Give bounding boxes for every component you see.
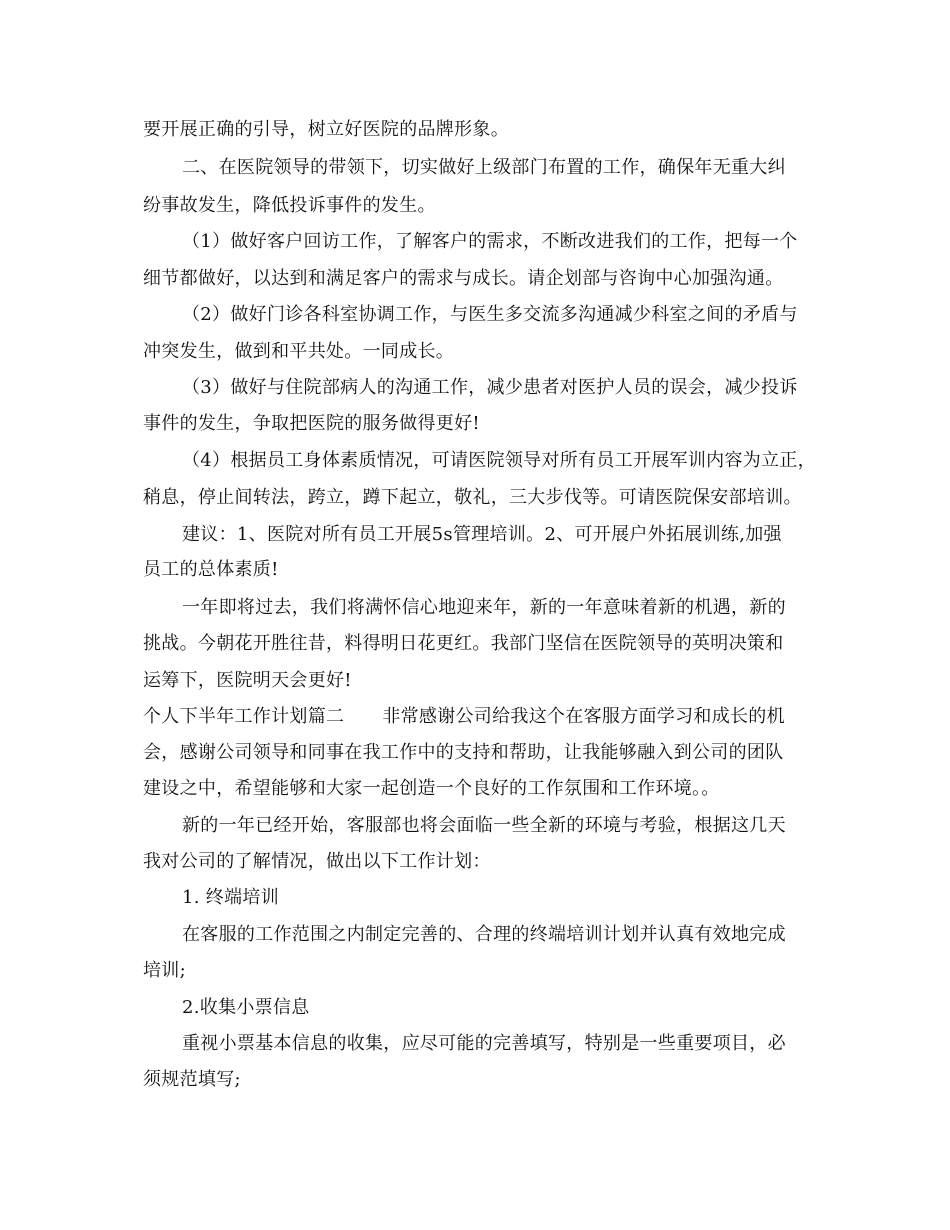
text-line: 纷事故发生，降低投诉事件的发生。 bbox=[143, 195, 436, 216]
text-line: 员工的总体素质! bbox=[143, 559, 279, 580]
text-line: 培训; bbox=[143, 960, 186, 981]
text-line: 一年即将过去，我们将满怀信心地迎来年，新的一年意味着新的机遇，新的 bbox=[182, 597, 786, 618]
text-line: 重视小票基本信息的收集，应尽可能的完善填写，特别是一些重要项目，必 bbox=[182, 1033, 786, 1054]
text-line: 会，感谢公司领导和同事在我工作中的支持和帮助，让我能够融入到公司的团队 bbox=[143, 742, 784, 763]
text-line: （4）根据员工身体素质情况，可请医院领导对所有员工开展军训内容为立正， bbox=[182, 450, 816, 471]
text-line: 细节都做好，以达到和满足客户的需求与成长。请企划部与咨询中心加强沟通。 bbox=[143, 268, 784, 289]
section-intro-text: 非常感谢公司给我这个在客服方面学习和成长的机 bbox=[382, 706, 785, 727]
text-line: 要开展正确的引导，树立好医院的品牌形象。 bbox=[143, 119, 509, 140]
text-line: （2）做好门诊各科室协调工作，与医生多交流多沟通减少科室之间的矛盾与 bbox=[182, 304, 798, 325]
text-line: （3）做好与住院部病人的沟通工作，减少患者对医护人员的误会，减少投诉 bbox=[182, 377, 798, 398]
text-line: 挑战。今朝花开胜往昔，料得明日花更红。我部门坚信在医院领导的英明决策和 bbox=[143, 633, 784, 654]
text-line: 建设之中，希望能够和大家一起创造一个良好的工作氛围和工作环境。。 bbox=[143, 778, 720, 799]
text-line: （1）做好客户回访工作，了解客户的需求，不断改进我们的工作，把每一个 bbox=[182, 231, 798, 252]
list-heading: 1. 终端培训 bbox=[182, 887, 279, 908]
text-line: 稍息，停止间转法，跨立，蹲下起立，敬礼，三大步伐等。可请医院保安部培训。 bbox=[143, 487, 802, 508]
text-line: 我对公司的了解情况，做出以下工作计划： bbox=[143, 851, 491, 872]
section-heading-line bbox=[143, 705, 785, 729]
section-title: 个人下半年工作计划篇二 bbox=[143, 706, 345, 727]
list-heading: 2.收集小票信息 bbox=[182, 997, 310, 1018]
text-line: 须规范填写; bbox=[143, 1069, 241, 1090]
text-line: 运筹下，医院明天会更好! bbox=[143, 670, 352, 691]
text-line: 建议：1、医院对所有员工开展5s管理培训。2、可开展户外拓展训练,加强 bbox=[182, 524, 782, 545]
text-line: 事件的发生，争取把医院的服务做得更好! bbox=[143, 413, 480, 434]
text-line: 二、在医院领导的带领下，切实做好上级部门布置的工作，确保年无重大纠 bbox=[182, 157, 786, 178]
text-line: 新的一年已经开始，客服部也将会面临一些全新的环境与考验，根据这几天 bbox=[182, 815, 786, 836]
text-line: 冲突发生，做到和平共处。一同成长。 bbox=[143, 341, 455, 362]
text-line: 在客服的工作范围之内制定完善的、合理的终端培训计划并认真有效地完成 bbox=[182, 924, 786, 945]
